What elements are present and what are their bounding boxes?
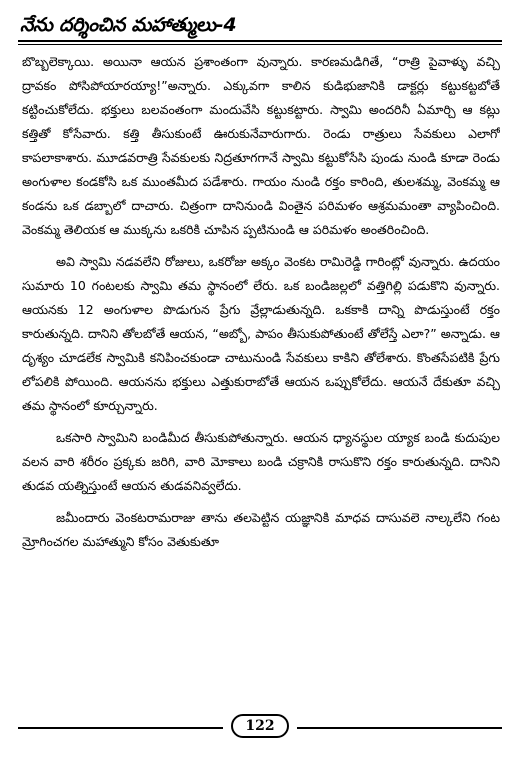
paragraph: బొబ్బలెక్కాయి. అయినా ఆయన ప్రశాంతంగా వున్నారు. కారణమడిగితే, “రాత్రి పైవాళ్ళు వచ్చి ద్రావకం పోసిపోయారయ్యా!”అన్నారు. ఎక్కువగా కాలిన కుడిభుజానికి డాక్టర్లు కట్టుకట్టబోతే కట్టించుకోలేదు. భక్తులు బలవంతంగా మందువేసి కట్టుకట్టారు. స్వామి అందరినీ ఏమార్చి ఆ కట్లు కత్తితో కోసేవారు. కత్తి తీసుకుంటే ఊరుకునేవారుగారు. రెండు రాత్రులు సేవకులు ఎలాగో కాపలాకాశారు. మూడవరాత్రి సేవకులకు నిద్రతూగగానే స్వామి కట్టుకోసేసి పుండు నుండి కూడా రెండు అంగుళాల కండకోసి ఒక ముంతమీద పడేశారు. గాయం నుండి రక్తం కారింది, తులశమ్మ, వెంకమ్మ ఆ కండను ఒక డబ్బాలో దాచారు. చిత్రంగా దానినుండి వింతైన పరిమళం ఆశ్రమమంతా వ్యాపించింది. వెంకమ్మ తెలియక ఆ ముక్కను ఒకరికి చూపిన ప్పటినుండి ఆ పరిమళం అంతరించింది. [22,54,500,237]
paragraph: జమీందారు వెంకటరామరాజు తాను తలపెట్టిన యజ్ఞానికి మాధవ దాసువలె నాల్కలేని గంట మ్రోగించగల మహాత్ముని కోసం వెతుకుతూ [22,510,500,549]
book-title: నేను దర్శించిన మహాత్ములు-4 [20,14,237,36]
page-number: 122 [231,714,289,738]
paragraph: అవి స్వామి నడవలేని రోజులు, ఒకరోజు అక్కం వెంకట రామిరెడ్డి గారింట్లో వున్నారు. ఉదయం సుమారు 10 గంటలకు స్వామి తమ స్థానంలో లేరు. ఒక బండిజల్లలో వత్తిగిల్లి పడుకొని వున్నారు. ఆయనకు 12 అంగుళాల పొడుగున ప్రేగు వ్రేల్లాడుతున్నది. ఒకకాకి దాన్ని పొడుస్తుంటే రక్తం కారుతున్నది. దానిని తోలబోతే ఆయన, “అబ్బో, పాపం తీసుకుపోతుంటే తోలేస్తే ఎలా?” అన్నాడు. ఆ దృశ్యం చూడలేక స్వామికి కనిపించకుండా చాటునుండి సేవకులు కాకిని తోలేశారు. కొంతసేపటికి ప్రేగు లోపలికి పోయింది. ఆయనను భక్తులు ఎత్తుకురాబోతే ఆయన ఒప్పుకోలేదు. ఆయనే దేకుతూ వచ్చి తమ స్థానంలో కూర్చున్నారు. [22,254,500,413]
paragraph: ఒకసారి స్వామిని బండిమీద తీసుకుపోతున్నారు. ఆయన ధ్యానస్థుల య్యాక బండి కుదుపుల వలన వారి శరీరం ప్రక్కకు జరిగి, వారి మోకాలు బండి చక్రానికి రాసుకొని రక్తం కారుతున్నది. దానిని తుడవ యత్నిస్తుంటే ఆయన తుడవనివ్వలేదు. [22,430,500,493]
body-text [22,50,500,705]
header-rule [18,40,502,42]
running-header [18,12,502,42]
page-footer [18,712,502,742]
footer-rule-right [297,727,502,729]
footer-rule-left [18,727,223,729]
header-rule-thin [18,44,502,45]
